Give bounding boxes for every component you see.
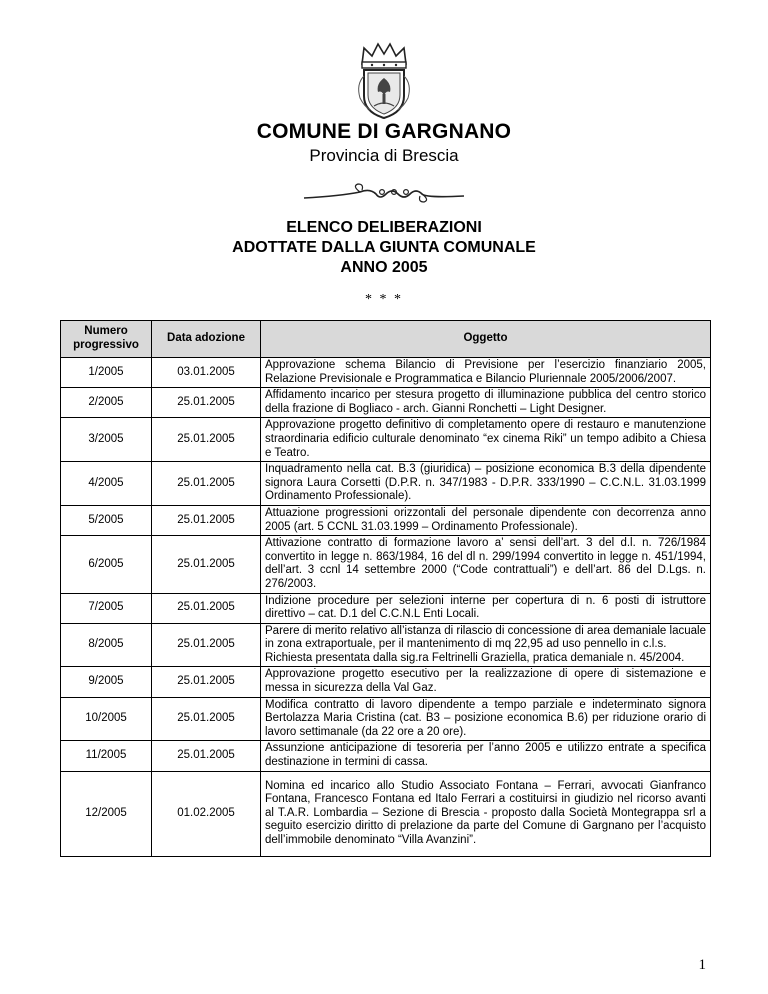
deliberations-table bbox=[60, 320, 711, 857]
row-number: 2/2005 bbox=[61, 388, 152, 418]
row-subject: Attuazione progressioni orizzontali del personale dipendente con decorrenza anno 2005 (art. 5 CCNL 31.03.1999 – Ordinamento Professionale). bbox=[261, 505, 711, 535]
row-number: 12/2005 bbox=[61, 771, 152, 856]
row-date: 25.01.2005 bbox=[152, 388, 261, 418]
row-date: 25.01.2005 bbox=[152, 505, 261, 535]
row-subject: Modifica contratto di lavoro dipendente a tempo parziale e indeterminato signora Bertolazza Maria Cristina (cat. B3 – posizione economica B.6) per riduzione orario di lavoro settimanale (da 22 ore a 20 ore). bbox=[261, 697, 711, 741]
row-date: 25.01.2005 bbox=[152, 593, 261, 623]
row-subject bbox=[261, 623, 711, 667]
province-subtitle: Provincia di Brescia bbox=[309, 146, 459, 165]
table-row bbox=[61, 697, 711, 741]
row-number: 11/2005 bbox=[61, 741, 152, 771]
row-number: 6/2005 bbox=[61, 536, 152, 593]
ornament-divider-icon bbox=[300, 176, 468, 212]
row-subject: Approvazione progetto definitivo di completamento opere di restauro e manutenzione straordinaria edificio culturale denominato “ex cinema Riki” un tempo adibito a Chiesa e Teatro. bbox=[261, 418, 711, 462]
row-number: 7/2005 bbox=[61, 593, 152, 623]
table-row bbox=[61, 623, 711, 667]
row-date: 25.01.2005 bbox=[152, 536, 261, 593]
table-row bbox=[61, 505, 711, 535]
row-date: 25.01.2005 bbox=[152, 697, 261, 741]
row-number: 8/2005 bbox=[61, 623, 152, 667]
municipality-title: COMUNE DI GARGNANO bbox=[256, 120, 512, 143]
row-subject: Affidamento incarico per stesura progetto di illuminazione pubblica del centro storico della frazione di Bogliaco - arch. Gianni Ronchetti – Light Designer. bbox=[261, 388, 711, 418]
row-date: 03.01.2005 bbox=[152, 358, 261, 388]
row-number: 5/2005 bbox=[61, 505, 152, 535]
table-header-row bbox=[61, 321, 711, 358]
heading-line-3: ANNO 2005 bbox=[340, 259, 428, 276]
row-date: 01.02.2005 bbox=[152, 771, 261, 856]
table-row bbox=[61, 771, 711, 856]
row-subject: Approvazione progetto esecutivo per la realizzazione di opere di sistemazione e messa in sicurezza della Val Gaz. bbox=[261, 667, 711, 697]
row-date: 25.01.2005 bbox=[152, 462, 261, 506]
table-row bbox=[61, 741, 711, 771]
heading-line-2: ADOTTATE DALLA GIUNTA COMUNALE bbox=[232, 239, 536, 256]
row-number: 1/2005 bbox=[61, 358, 152, 388]
table-row bbox=[61, 536, 711, 593]
row-subject: Indizione procedure per selezioni interne per copertura di n. 6 posti di istruttore direttivo – cat. D.1 del C.C.N.L Enti Locali. bbox=[261, 593, 711, 623]
heading-line-1: ELENCO DELIBERAZIONI bbox=[286, 219, 482, 236]
row-date: 25.01.2005 bbox=[152, 418, 261, 462]
row-number: 3/2005 bbox=[61, 418, 152, 462]
row-subject: Inquadramento nella cat. B.3 (giuridica) – posizione economica B.3 della dipendente signora Laura Corsetti (D.P.R. n. 347/1983 - D.P.R. 333/1990 – C.C.N.L. 31.03.1999 Ordinamento Professionale). bbox=[261, 462, 711, 506]
row-subject: Attivazione contratto di formazione lavoro a’ sensi dell’art. 3 del d.l. n. 726/1984 convertito in legge n. 863/1984, 16 del dl n. 299/1994 convertito in legge n. 451/1994, dell’art. 3 ccnl 14 settembre 2000 (“Code contrattuali”) e dell’art. 86 del D.Lgs. n. 276/2003. bbox=[261, 536, 711, 593]
municipal-crest-icon bbox=[352, 40, 416, 122]
row-subject: Assunzione anticipazione di tesoreria per l’anno 2005 e utilizzo entrate a specifica destinazione in termini di cassa. bbox=[261, 741, 711, 771]
row-date: 25.01.2005 bbox=[152, 623, 261, 667]
table-row bbox=[61, 667, 711, 697]
row-subject: Nomina ed incarico allo Studio Associato Fontana – Ferrari, avvocati Gianfranco Fontana, Francesco Fontana ed Italo Ferrari a costituirsi in giudizio nel ricorso avanti al T.A.R. Lombardia – Sezione di Brescia - proposto dalla Società Montegrappa srl a seguito esercizio diritto di prelazione da parte del Comune di Gargnano per l’acquisto dell’immobile denominato “Villa Avanzini”. bbox=[261, 771, 711, 856]
page-number: 1 bbox=[698, 957, 706, 973]
header-number: Numero progressivo bbox=[61, 321, 152, 358]
row-number: 4/2005 bbox=[61, 462, 152, 506]
table-row bbox=[61, 388, 711, 418]
row-subject-paragraph: Parere di merito relativo all’istanza di rilascio di concessione di area demaniale lacuale in zona extraportuale, per il mantenimento di mq 22,95 ad uso pennello in c.l.s. bbox=[265, 624, 706, 651]
row-date: 25.01.2005 bbox=[152, 741, 261, 771]
header-subject: Oggetto bbox=[261, 321, 711, 358]
table-row bbox=[61, 593, 711, 623]
row-subject: Approvazione schema Bilancio di Previsione per l’esercizio finanziario 2005, Relazione Previsionale e Programmatica e Bilancio Pluriennale 2005/2006/2007. bbox=[261, 358, 711, 388]
table-row bbox=[61, 418, 711, 462]
row-date: 25.01.2005 bbox=[152, 667, 261, 697]
row-number: 9/2005 bbox=[61, 667, 152, 697]
row-subject-paragraph: Richiesta presentata dalla sig.ra Feltrinelli Graziella, pratica demaniale n. 45/2004. bbox=[265, 651, 685, 664]
table-row bbox=[61, 358, 711, 388]
separator-stars: * * * bbox=[365, 292, 403, 307]
table-row bbox=[61, 462, 711, 506]
header-date: Data adozione bbox=[152, 321, 261, 358]
row-number: 10/2005 bbox=[61, 697, 152, 741]
